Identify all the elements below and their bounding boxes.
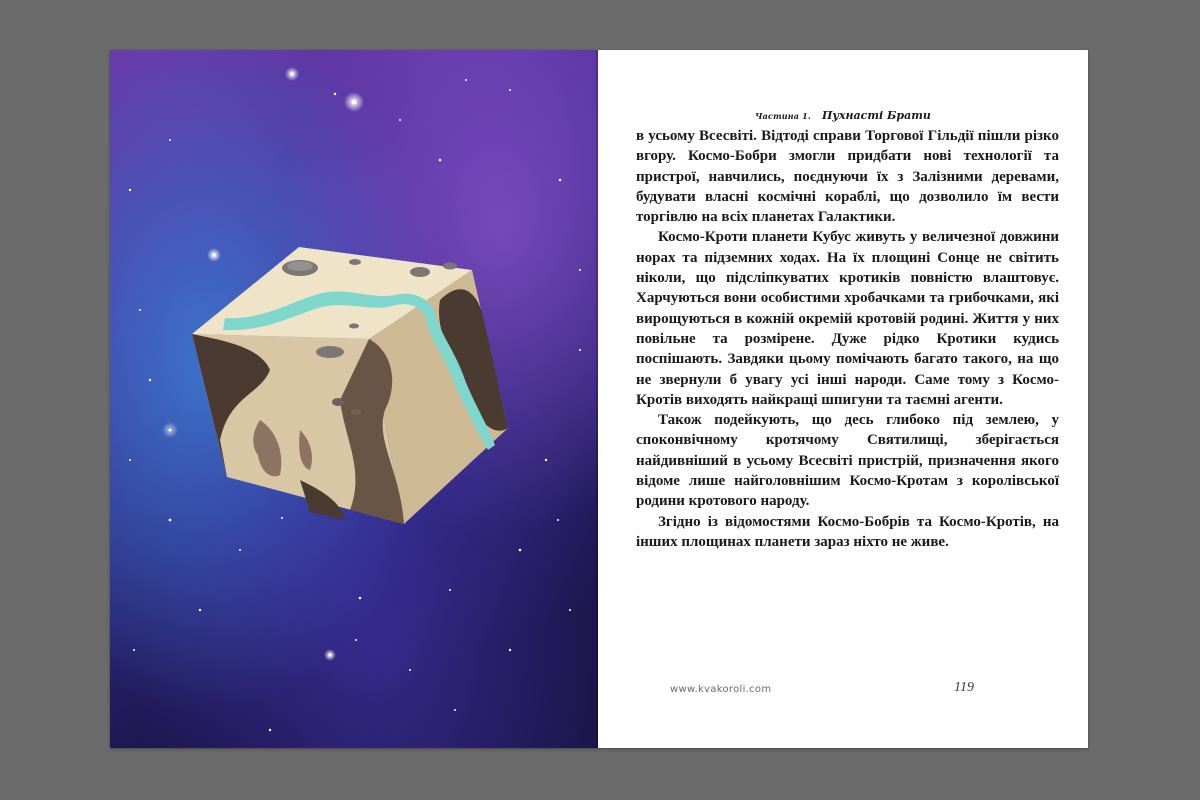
running-head-title: Пухнасті Брати xyxy=(822,109,931,122)
cube-crater xyxy=(410,267,430,277)
cube-planet-illustration xyxy=(110,50,598,748)
text-page xyxy=(598,50,1088,748)
cube-crater xyxy=(316,346,344,358)
cube-crater xyxy=(443,263,457,270)
book-spread xyxy=(110,50,1088,748)
body-text xyxy=(636,126,1059,552)
space-scene xyxy=(110,50,598,748)
cube-crater xyxy=(351,409,361,415)
cube-crater xyxy=(349,324,359,329)
cube-crater xyxy=(349,259,361,265)
running-head-part: Частина 1. xyxy=(755,111,811,121)
paragraph: Згідно із відомостями Космо-Бобрів та Космо-Кротів, на інших площинах планети зараз ніхто не живе. xyxy=(636,513,1059,550)
cube-crater xyxy=(332,398,344,406)
running-head xyxy=(638,104,1048,123)
footer-url: www.kvakoroli.com xyxy=(670,684,772,695)
paragraph: в усьому Всесвіті. Відтоді справи Торгової Гільдії пішли різко вгору. Космо-Бобри змогли придбати нові технології та пристрої, навчились, поєднуючи їх з Залізними деревами, будувати власні космічні кораблі, що дозволило їм вести торгівлю на всіх планетах Галактики. xyxy=(636,128,1059,226)
paragraph: Також подейкують, що десь глибоко під землею, у споконвічному кротячому Святилищі, зберігається найдивніший в усьому Всесвіті пристрій, призначення якого відоме лише найголовнішим Космо-Кротам з королівської родини кротового народу. xyxy=(636,412,1059,510)
paragraph: Космо-Кроти планети Кубус живуть у величезної довжини норах та підземних ходах. На їх площині Сонце не світить ніколи, що підсліпкуватих кротиків повністю влаштовує. Харчуються вони особистими хробачками та грибочками, які вирощуються в кожній окремій кротовій родині. Життя у них повільне та розмірене. Дуже рідко Кротики кудись поспішають. Завдяки цьому помічають багато такого, на що не звернули б увагу усі інші народи. Саме тому з Космо-Кротів виходять найкращі шпигуни та таємні агенти. xyxy=(636,229,1059,408)
page-number: 119 xyxy=(954,680,974,695)
